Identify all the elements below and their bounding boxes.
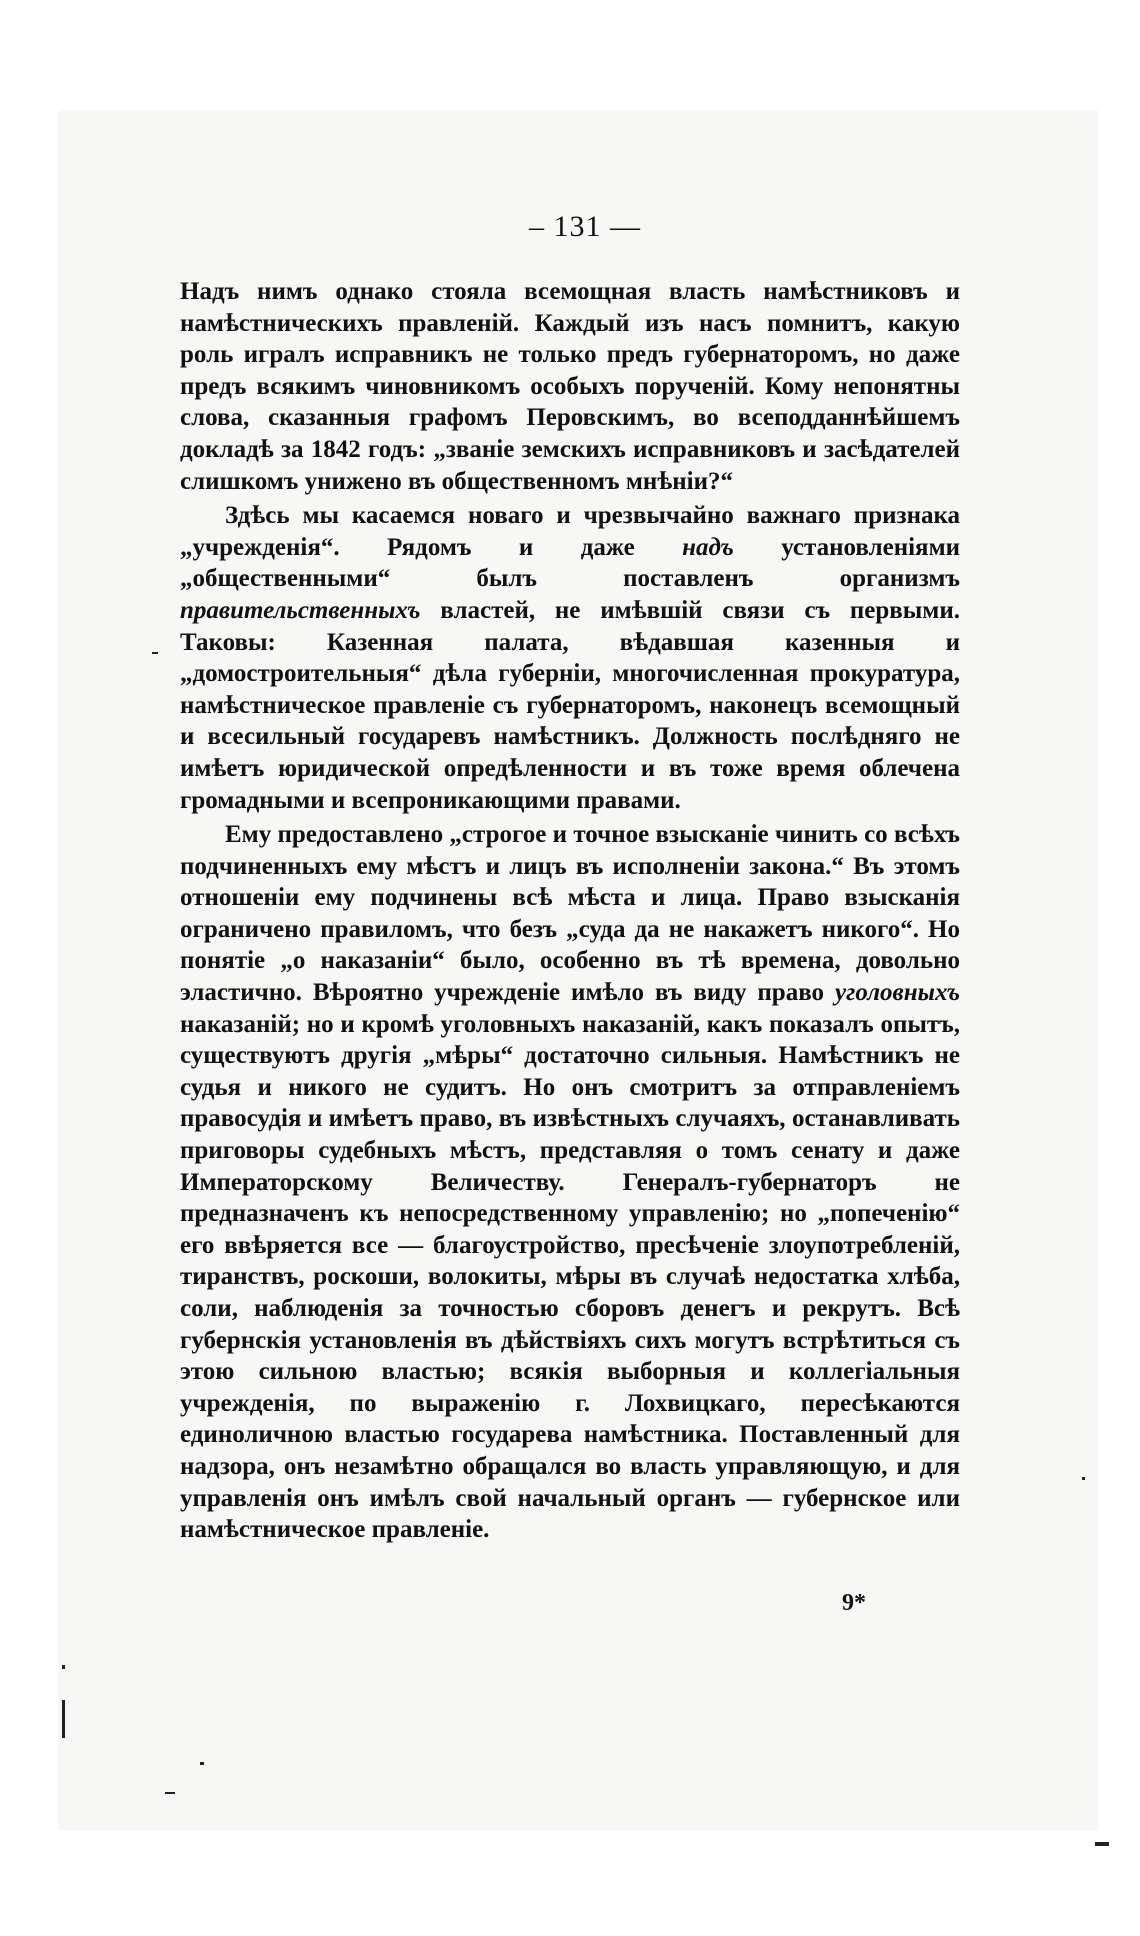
scan-speck <box>62 1700 65 1738</box>
italic-text: уголовныхъ <box>835 979 960 1007</box>
scan-speck <box>62 1665 65 1669</box>
text-run: установленіями „общественными“ былъ поставленъ организмъ <box>180 533 960 593</box>
text-run: властей, не имѣвшій связи съ первыми. Таковы: Казенная палата, вѣдавшая казенныя и „домостроительныя“ дѣла губерніи, многочисленная прокуратура, намѣстническое правленіе съ губернаторомъ, наконецъ всемощный и всесильный государевъ намѣстникъ. Должность послѣдняго не имѣетъ юридической опредѣленности и въ тоже время облечена громадными и всепроникающими правами. <box>180 596 960 814</box>
page-number: – 131 — <box>529 210 641 243</box>
scan-speck <box>1095 1842 1109 1846</box>
scan-speck <box>200 1762 204 1765</box>
scan-speck <box>1082 1477 1085 1480</box>
text-run: Надъ нимъ однако стояла всемощная власть намѣстниковъ и намѣстническихъ правленій. Каждый изъ насъ помнитъ, какую роль игралъ исправникъ не только предъ губернаторомъ, но даже предъ всякимъ чиновникомъ особыхъ порученій. Кому непонятны слова, сказанныя графомъ Перовскимъ, во всеподданнѣйшемъ докладѣ за 1842 годъ: „званіе земскихъ исправниковъ и засѣдателей слишкомъ унижено въ общественномъ мнѣніи?“ <box>180 278 960 495</box>
scan-speck <box>165 1792 175 1794</box>
paragraph <box>180 276 960 497</box>
text-run: Ему предоставлено „строгое и точное взысканіе чинить со всѣхъ подчиненныхъ ему мѣстъ и лицъ въ исполненіи закона.“ Въ этомъ отношеніи ему подчинены всѣ мѣста и лица. Право взысканія ограничено правиломъ, что безъ „суда да не накажетъ никого“. Но понятіе „о наказаніи“ было, особенно въ тѣ времена, довольно эластично. Вѣроятно учрежденіе имѣло въ виду право <box>180 821 960 1007</box>
italic-text: правительственныхъ <box>180 596 421 624</box>
text-run: наказаній; но и кромѣ уголовныхъ наказаній, какъ показалъ опытъ, существуютъ другія „мѣры“ достаточно сильныя. Намѣстникъ не судья и никого не судитъ. Но онъ смотритъ за отправленіемъ правосудія и имѣетъ право, въ извѣстныхъ случаяхъ, останавливать приговоры судебныхъ мѣстъ, представляя о томъ сенату и даже Императорскому Величеству. Генералъ-губернаторъ не предназначенъ къ непосредственному управленію; но „попеченію“ его ввѣряется все — благоустройство, пресѣченіе злоупотребленій, тиранствъ, роскоши, волокиты, мѣры въ случаѣ недостатка хлѣба, соли, наблюденія за точностью сборовъ денегъ и рекрутъ. Всѣ губернскія установленія въ дѣйствіяхъ сихъ могутъ встрѣтиться съ этою сильною властью; всякія выборныя и коллегіальныя учрежденія, по выраженію г. Лохвицкаго, пересѣкаются единоличною властью государева намѣстника. Поставленный для надзора, онъ незамѣтно обращался во власть управляющую, и для управленія онъ имѣлъ свой начальный органъ — губернское или намѣстническое правленіе. <box>180 1010 960 1544</box>
scan-speck <box>152 652 158 654</box>
paragraph <box>180 819 960 1546</box>
paragraph <box>180 500 960 816</box>
italic-text: надъ <box>682 533 734 561</box>
signature-mark: 9* <box>842 1590 866 1616</box>
body-text <box>180 276 960 1549</box>
text-run: Здѣсь мы касаемся новаго и чрезвычайно важнаго признака „учрежденія“. Рядомъ и даже <box>180 502 960 561</box>
